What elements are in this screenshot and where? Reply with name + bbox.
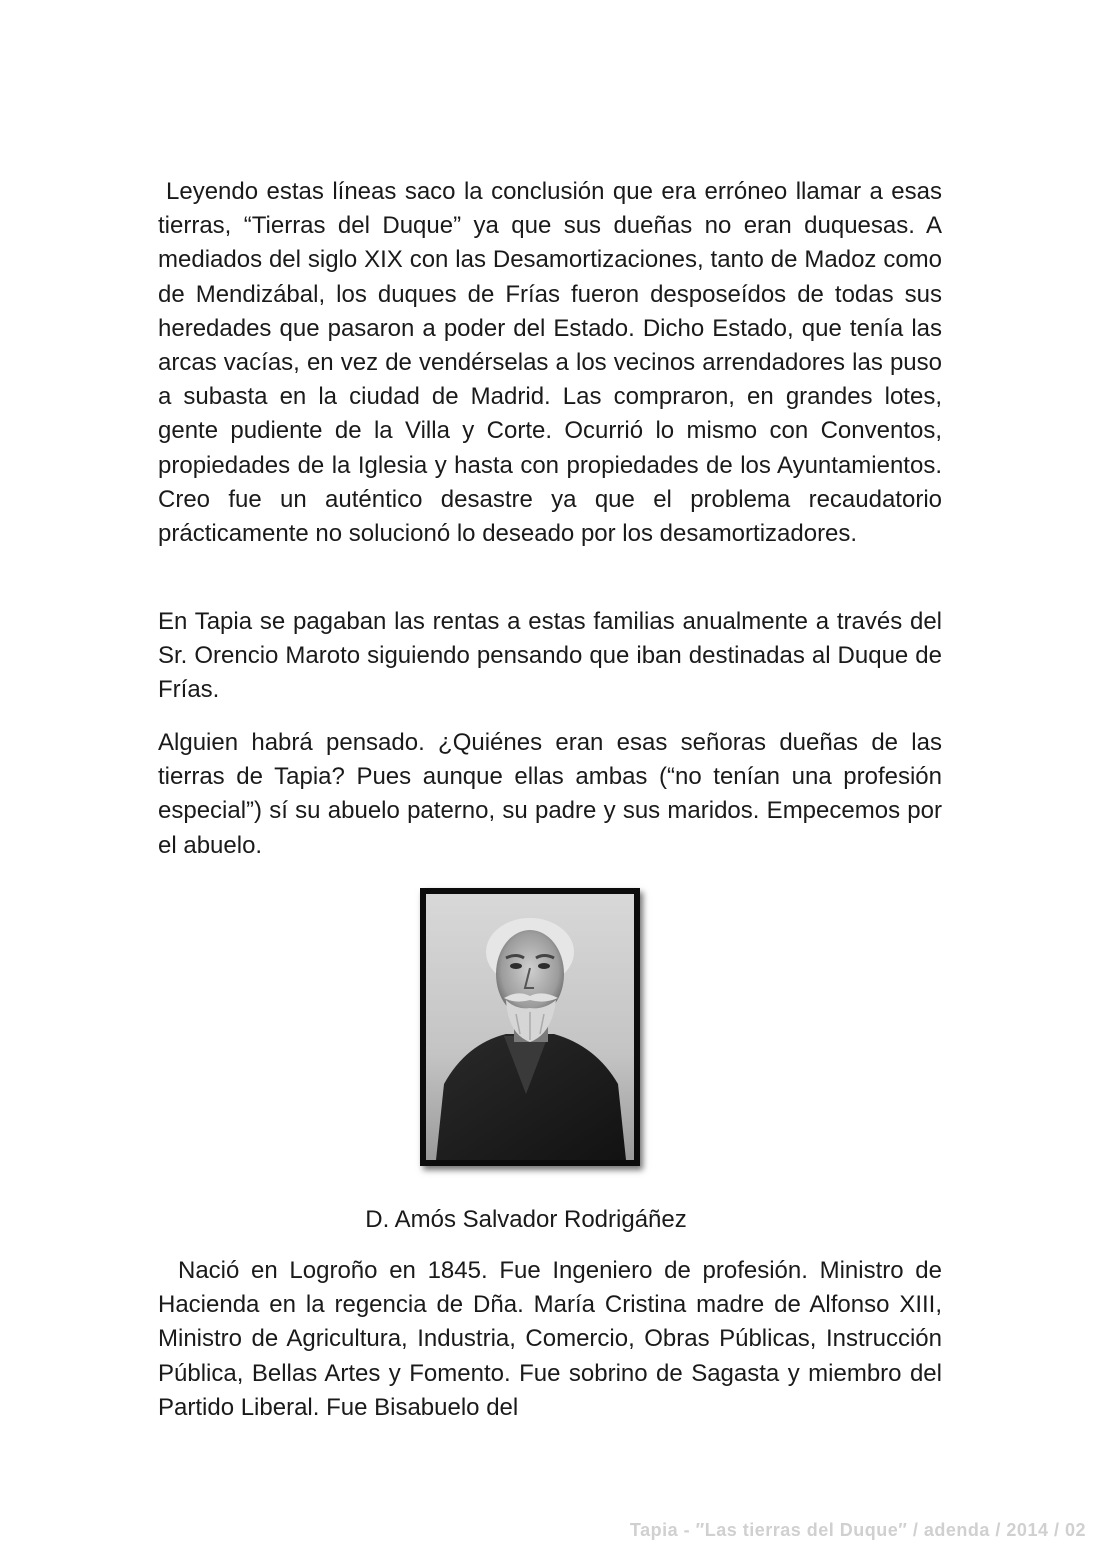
paragraph-text: Leyendo estas líneas saco la conclusión que era erróneo llamar a esas tierras, “Tierras del Duque” ya que sus dueñas no eran duquesas. A mediados del siglo XIX con las Desamortizaciones, tanto de Madoz como de Mendizábal, los duques de Frías fueron desposeídos de todas sus heredades que pasaron a poder del Estado. Dicho Estado, que tenía las arcas vacías, en vez de vendérselas a los vecinos arrendadores las puso a subasta en la ciudad de Madrid. Las compraron, en grandes lotes, gente pudiente de la Villa y Corte. Ocurrió lo mismo con Conventos, propiedades de la Iglesia y hasta con propiedades de los Ayuntamientos. Creo fue un auténtico desastre ya que el problema recaudatorio prácticamente no solucionó lo deseado por los desamortizadores. xyxy=(158,178,942,548)
portrait-image xyxy=(426,894,634,1160)
figure-caption: D. Amós Salvador Rodrigáñez xyxy=(365,1206,687,1233)
body-paragraph-2 xyxy=(158,605,942,708)
portrait-photo xyxy=(420,888,640,1166)
paragraph-text: En Tapia se pagaban las rentas a estas familias anualmente a través del Sr. Orencio Maroto siguiendo pensando que iban destinadas al Duque de Frías. xyxy=(158,608,942,704)
paragraph-text: Nació en Logroño en 1845. Fue Ingeniero de profesión. Ministro de Hacienda en la regencia de Dña. María Cristina madre de Alfonso XIII, Ministro de Agricultura, Industria, Comercio, Obras Públicas, Instrucción Pública, Bellas Artes y Fomento. Fue sobrino de Sagasta y miembro del Partido Liberal. Fue Bisabuelo del xyxy=(158,1257,942,1421)
page-footer: Tapia - ″Las tierras del Duque″ / adenda / 2014 / 02 xyxy=(629,1520,1086,1540)
paragraph-text: Alguien habrá pensado. ¿Quiénes eran esas señoras dueñas de las tierras de Tapia? Pues aunque ellas ambas (“no tenían una profesión especial”) sí su abuelo paterno, su padre y sus maridos. Empecemos por el abuelo. xyxy=(158,729,942,859)
body-paragraph-3 xyxy=(158,726,942,863)
body-paragraph-4 xyxy=(158,1254,942,1425)
body-paragraph-1 xyxy=(158,175,942,551)
